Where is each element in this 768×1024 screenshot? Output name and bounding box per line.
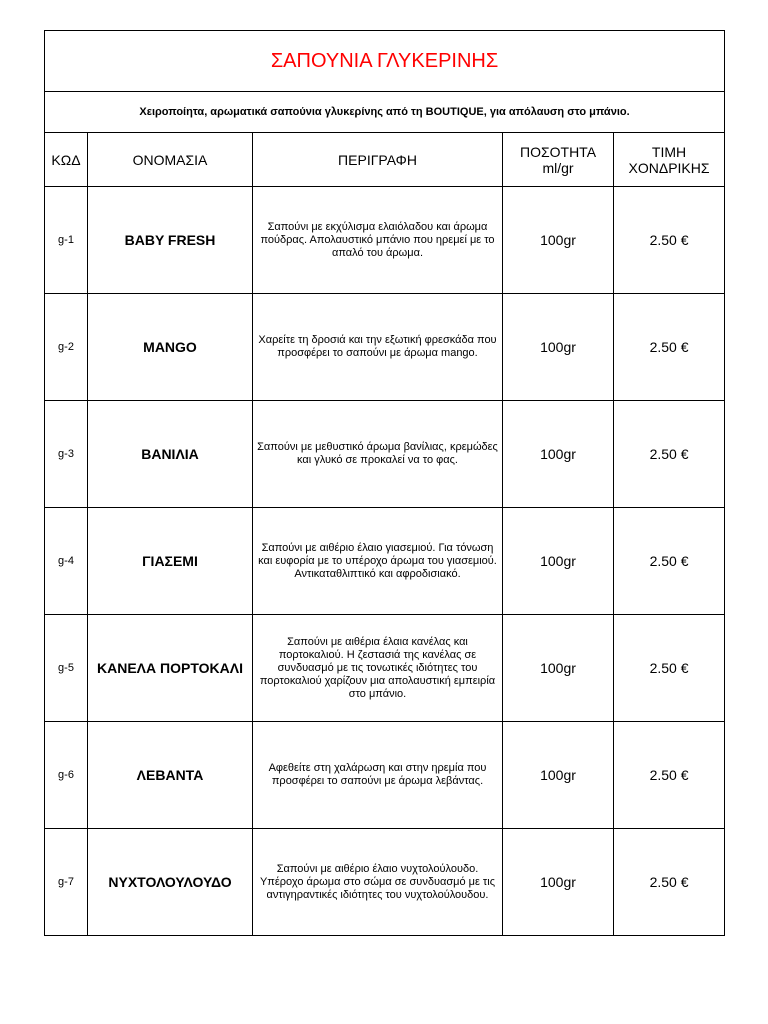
- price-list-sheet: [44, 30, 724, 936]
- product-code: g-7: [45, 829, 88, 936]
- product-price: 2.50 €: [614, 722, 725, 829]
- table-row: [45, 187, 725, 294]
- price-list-table: [44, 30, 725, 936]
- table-row: [45, 615, 725, 722]
- product-code: g-1: [45, 187, 88, 294]
- product-quantity: 100gr: [503, 187, 614, 294]
- product-price: 2.50 €: [614, 294, 725, 401]
- product-name: MANGO: [88, 294, 253, 401]
- product-name: ΚΑΝΕΛΑ ΠΟΡΤΟΚΑΛΙ: [88, 615, 253, 722]
- product-quantity: 100gr: [503, 829, 614, 936]
- header-price-line2: ΧΟΝΔΡΙΚΗΣ: [628, 159, 710, 176]
- document-title: ΣΑΠΟΥΝΙΑ ΓΛΥΚΕΡΙΝΗΣ: [45, 31, 725, 92]
- product-description: Σαπούνι με αιθέριο έλαιο νυχτολούλουδο. Υπέροχο άρωμα στο σώμα σε συνδυασμό με τις αντιγηραντικές ιδιότητες του νυχτολούλουδου.: [253, 829, 503, 936]
- product-price: 2.50 €: [614, 829, 725, 936]
- header-quantity-line2: ml/gr: [542, 159, 574, 176]
- product-name: ΛΕΒΑΝΤΑ: [88, 722, 253, 829]
- product-quantity: 100gr: [503, 615, 614, 722]
- product-name: ΝΥΧΤΟΛΟΥΛΟΥΔΟ: [88, 829, 253, 936]
- product-price: 2.50 €: [614, 187, 725, 294]
- header-name: ΟΝΟΜΑΣΙΑ: [88, 133, 253, 187]
- header-description: ΠΕΡΙΓΡΑΦΗ: [253, 133, 503, 187]
- product-description: Σαπούνι με εκχύλισμα ελαιόλαδου και άρωμα πούδρας. Απολαυστικό μπάνιο που ηρεμεί με το απαλό του άρωμα.: [253, 187, 503, 294]
- table-row: [45, 829, 725, 936]
- document-subtitle: Χειροποίητα, αρωματικά σαπούνια γλυκερίνης από τη BOUTIQUE, για απόλαυση στο μπάνιο.: [45, 92, 725, 133]
- product-code: g-5: [45, 615, 88, 722]
- table-row: [45, 401, 725, 508]
- table-header-row: [45, 133, 725, 187]
- product-price: 2.50 €: [614, 615, 725, 722]
- product-name: BABY FRESH: [88, 187, 253, 294]
- product-name: ΒΑΝΙΛΙΑ: [88, 401, 253, 508]
- product-code: g-3: [45, 401, 88, 508]
- product-quantity: 100gr: [503, 722, 614, 829]
- header-quantity-line1: ΠΟΣΟΤΗΤΑ: [519, 143, 597, 160]
- product-price: 2.50 €: [614, 508, 725, 615]
- product-quantity: 100gr: [503, 401, 614, 508]
- product-description: Σαπούνι με αιθέριο έλαιο γιασεμιού. Για τόνωση και ευφορία με το υπέροχο άρωμα του γιασεμιού. Αντικαταθλιπτικό και αφροδισιακό.: [253, 508, 503, 615]
- product-code: g-4: [45, 508, 88, 615]
- product-code: g-6: [45, 722, 88, 829]
- product-code: g-2: [45, 294, 88, 401]
- product-quantity: 100gr: [503, 294, 614, 401]
- product-description: Σαπούνι με μεθυστικό άρωμα βανίλιας, κρεμώδες και γλυκό σε προκαλεί να το φας.: [253, 401, 503, 508]
- product-description: Χαρείτε τη δροσιά και την εξωτική φρεσκάδα που προσφέρει το σαπούνι με άρωμα mango.: [253, 294, 503, 401]
- product-description: Σαπούνι με αιθέρια έλαια κανέλας και πορτοκαλιού. Η ζεστασιά της κανέλας σε συνδυασμό με τις τονωτικές ιδιότητες του πορτοκαλιού χαρίζουν μια απολαυστική εμπειρία στο μπάνιο.: [253, 615, 503, 722]
- product-quantity: 100gr: [503, 508, 614, 615]
- header-quantity: [503, 133, 614, 187]
- table-row: [45, 722, 725, 829]
- product-description: Αφεθείτε στη χαλάρωση και στην ηρεμία που προσφέρει το σαπούνι με άρωμα λεβάντας.: [253, 722, 503, 829]
- table-row: [45, 294, 725, 401]
- product-price: 2.50 €: [614, 401, 725, 508]
- product-name: ΓΙΑΣΕΜΙ: [88, 508, 253, 615]
- header-price-line1: ΤΙΜΗ: [651, 143, 687, 160]
- header-code: ΚΩΔ: [45, 133, 88, 187]
- header-price: [614, 133, 725, 187]
- table-row: [45, 508, 725, 615]
